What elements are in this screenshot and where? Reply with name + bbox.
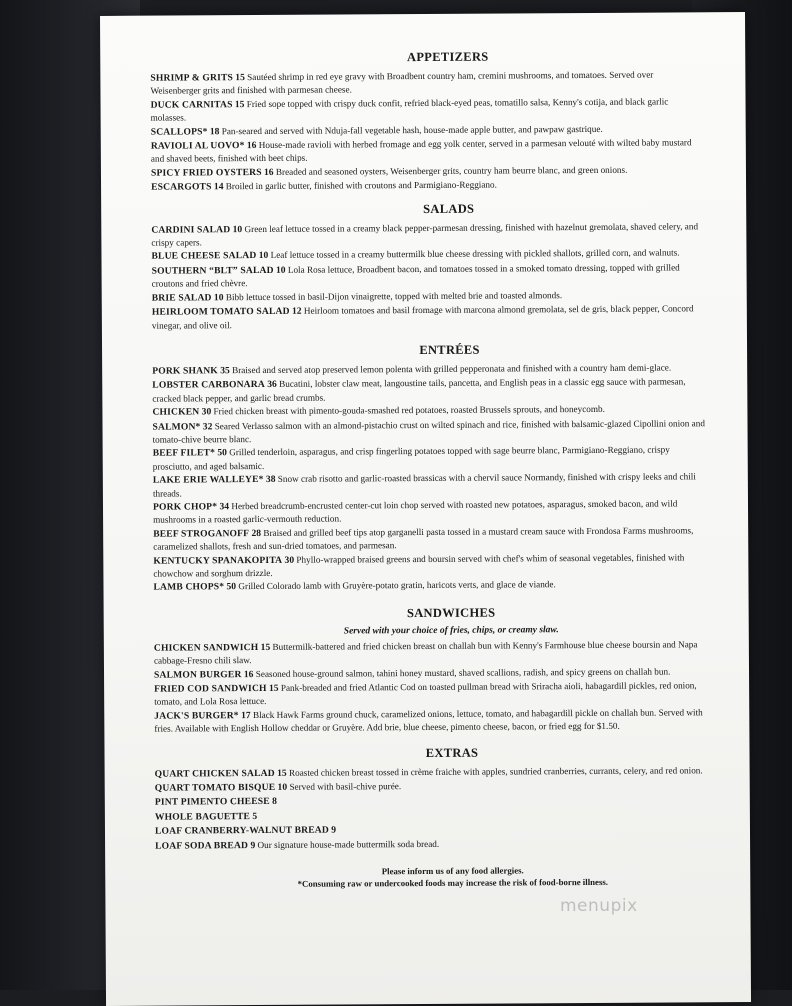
menu-item bbox=[154, 638, 709, 667]
menu-item-description: Black Hawk Farms ground chuck, caramelized onions, lettuce, tomato, and habagardill pickle on challah bun. Served with fries. Available with English Hollow cheddar or Gruyère. Add brie, blue cheese, pimento cheese, bacon, or fried egg for $1.50. bbox=[154, 707, 702, 734]
menu-item-name: SALMON* bbox=[152, 421, 200, 432]
menu-item-description: Bucatini, lobster claw meat, langoustine tails, pancetta, and English peas in a classic egg sauce with parmesan, cracked black pepper, and garlic bread crumbs. bbox=[152, 377, 685, 404]
menu-item-price: 28 bbox=[251, 528, 261, 539]
menu-content bbox=[150, 48, 710, 890]
menu-item-price: 50 bbox=[217, 448, 227, 459]
menu-item-name: BEEF FILET* bbox=[153, 448, 215, 459]
menu-item-price: 9 bbox=[331, 825, 336, 836]
menu-item-name: JACK'S BURGER* bbox=[154, 710, 239, 722]
menupix-watermark: menupix bbox=[560, 896, 638, 916]
menu-item-description: Braised and grilled beef tips atop garganelli pasta tossed in a mustard cream sauce with Frondosa Farms mushrooms, caramelized shallots, fresh and sun-dried tomatoes, and parmesan. bbox=[153, 525, 693, 552]
menu-paper bbox=[100, 12, 751, 1006]
menu-item bbox=[151, 178, 706, 195]
salads-title: SALADS bbox=[151, 200, 706, 218]
menu-item-description: Fried chicken breast with pimento-gouda-smashed red potatoes, roasted Brussels sprouts, and honeycomb. bbox=[213, 404, 604, 416]
menu-item-price: 15 bbox=[269, 683, 279, 694]
menu-item-name: LAKE ERIE WALLEYE* bbox=[153, 474, 264, 486]
menu-item bbox=[153, 524, 708, 553]
menu-item-name: SALMON BURGER bbox=[154, 669, 242, 681]
menu-item-price: 16 bbox=[264, 167, 274, 178]
menu-item-name: BRIE SALAD bbox=[152, 292, 212, 303]
appetizers-section bbox=[150, 48, 706, 194]
menu-item-description: Buttermilk-battered and fried chicken breast on challah bun with Kenny's Farmhouse blue cheese boursin and Napa cabbage-Fresno chili slaw. bbox=[154, 639, 698, 666]
menu-item-name: QUART CHICKEN SALAD bbox=[155, 768, 275, 780]
menu-item-description: Phyllo-wrapped braised greens and boursin served with chef's whim of seasonal vegetables, finished with chowchow and sorghum drizzle. bbox=[153, 552, 684, 579]
menu-item bbox=[150, 68, 705, 97]
menu-item-price: 9 bbox=[250, 840, 255, 851]
extras-section bbox=[154, 744, 710, 853]
menu-item-name: PORK SHANK bbox=[152, 365, 218, 376]
menu-item-description: Breaded and seasoned oysters, Weisenberger grits, country ham beurre blanc, and green onions. bbox=[276, 165, 628, 177]
menu-item-description: Pan-seared and served with Nduja-fall vegetable hash, house-made apple butter, and pawpaw gastrique. bbox=[222, 124, 603, 136]
salads-list bbox=[151, 220, 707, 332]
menu-item-description: Heirloom tomatoes and basil fromage with marcona almond gremolata, sel de gris, black pepper, Concord vinegar, and olive oil. bbox=[152, 303, 694, 330]
menu-item-name: PORK CHOP* bbox=[153, 501, 217, 512]
menu-item-price: 50 bbox=[226, 582, 236, 593]
menu-item-description: Broiled in garlic butter, finished with croutons and Parmigiano-Reggiano. bbox=[226, 180, 497, 192]
menu-item-price: 15 bbox=[235, 99, 245, 110]
entrees-list bbox=[152, 361, 708, 594]
menu-item-price: 30 bbox=[202, 406, 212, 417]
salads-section bbox=[151, 200, 707, 332]
menu-item-description: Lola Rosa lettuce, Broadbent bacon, and tomatoes tossed in a smoked tomato dressing, topped with grilled croutons and fried chèvre. bbox=[152, 262, 680, 289]
menu-item-description: Seasoned house-ground salmon, tahini honey mustard, shaved scallions, radish, and spicy greens on challah bun. bbox=[256, 666, 671, 679]
menu-item bbox=[153, 551, 708, 580]
menu-item-name: SOUTHERN “BLT” SALAD bbox=[152, 265, 274, 277]
menu-item-description: Our signature house-made buttermilk soda bread. bbox=[257, 839, 439, 850]
menu-item-price: 38 bbox=[266, 474, 276, 485]
menu-item-price: 10 bbox=[214, 292, 224, 303]
menu-item-price: 8 bbox=[272, 796, 277, 807]
menu-item-name: BEEF STROGANOFF bbox=[153, 528, 249, 540]
menu-item-name: ESCARGOTS bbox=[151, 182, 212, 193]
appetizers-list bbox=[150, 68, 706, 194]
menu-item-name: WHOLE BAGUETTE bbox=[155, 811, 250, 823]
menu-item-description: Roasted chicken breast tossed in crème fraiche with apples, sundried cranberries, currants, celery, and red onion. bbox=[289, 765, 703, 778]
menu-item-description: Served with basil-chive purée. bbox=[289, 781, 401, 792]
sandwiches-section bbox=[154, 604, 710, 735]
menu-item bbox=[152, 417, 707, 446]
menu-item-name: FRIED COD SANDWICH bbox=[154, 683, 267, 695]
menu-item-name: LOAF CRANBERRY-WALNUT BREAD bbox=[155, 825, 329, 837]
menu-item-description: Sautéed shrimp in red eye gravy with Broadbent country ham, cremini mushrooms, and tomatoes. Served over Weisenberger grits and finished with parmesan cheese. bbox=[150, 70, 653, 96]
menu-item-name: DUCK CARNITAS bbox=[151, 99, 233, 111]
menu-item-description: House-made ravioli with herbed fromage and egg yolk center, served in a parmesan velouté with wilted baby mustard and shaved beets, finished with beet chips. bbox=[151, 137, 692, 164]
menu-item-price: 5 bbox=[252, 811, 257, 822]
menu-item-price: 17 bbox=[241, 710, 251, 721]
menu-item-name: SPICY FRIED OYSTERS bbox=[151, 167, 262, 179]
menu-item bbox=[151, 95, 706, 124]
menu-item bbox=[151, 136, 706, 165]
menu-item bbox=[152, 376, 707, 405]
menu-item-price: 32 bbox=[203, 421, 213, 432]
menu-item-price: 15 bbox=[261, 642, 271, 653]
menu-item-price: 18 bbox=[210, 126, 220, 137]
menu-item-description: Snow crab risotto and garlic-roasted brassicas with a chervil sauce Normandy, finished with crispy leeks and chili threads. bbox=[153, 471, 696, 498]
menu-item bbox=[154, 679, 709, 708]
menu-item-name: KENTUCKY SPANAKOPITA bbox=[153, 554, 282, 566]
menu-item-name: HEIRLOOM TOMATO SALAD bbox=[152, 306, 290, 318]
menu-item-name: BLUE CHEESE SALAD bbox=[151, 250, 256, 262]
menu-item-description: Bibb lettuce tossed in basil-Dijon vinaigrette, topped with melted brie and toasted almonds. bbox=[226, 290, 562, 302]
menu-item-description: Pank-breaded and fried Atlantic Cod on toasted pullman bread with Sriracha aioli, habagardill pickles, red onion, tomato, and Lola Rosa lettuce. bbox=[154, 680, 697, 707]
menu-item bbox=[153, 497, 708, 526]
menu-item-price: 30 bbox=[284, 554, 294, 565]
menu-item-description: Herbed breadcrumb-encrusted center-cut loin chop served with roasted new potatoes, asparagus, smoked bacon, and wild mushrooms in a roasted garlic-vermouth reduction. bbox=[153, 498, 677, 525]
menu-item bbox=[155, 836, 710, 853]
menu-item-name: RAVIOLI AL UOVO* bbox=[151, 140, 245, 152]
menu-item-description: Leaf lettuce tossed in a creamy buttermilk blue cheese dressing with pickled shallots, grilled corn, and walnuts. bbox=[271, 248, 680, 260]
menu-item-price: 10 bbox=[233, 224, 243, 235]
menu-item bbox=[154, 706, 709, 735]
menu-item-description: Grilled tenderloin, asparagus, and crisp fingerling potatoes topped with sage beurre blanc, Parmigiano-Reggiano, crispy prosciutto, and aged balsamic. bbox=[153, 445, 670, 472]
menu-item-description: Grilled Colorado lamb with Gruyère-potato gratin, haricots verts, and glace de viande. bbox=[238, 580, 555, 592]
menu-item-price: 15 bbox=[277, 768, 287, 779]
appetizers-title: APPETIZERS bbox=[150, 48, 705, 66]
menu-item-price: 10 bbox=[276, 265, 286, 276]
menu-item-price: 10 bbox=[259, 250, 269, 261]
menu-item bbox=[152, 302, 707, 331]
menu-item-name: SCALLOPS* bbox=[151, 126, 208, 137]
allergy-footer bbox=[155, 863, 710, 890]
raw-food-warning: *Consuming raw or undercooked foods may increase the risk of food-borne illness. bbox=[195, 875, 710, 890]
menu-item-price: 16 bbox=[244, 669, 254, 680]
menu-item-description: Green leaf lettuce tossed in a creamy black pepper-parmesan dressing, finished with hazelnut gremolata, shaved celery, and crispy capers. bbox=[151, 221, 698, 248]
menu-item-name: QUART TOMATO BISQUE bbox=[155, 782, 276, 794]
menu-item-price: 36 bbox=[267, 379, 277, 390]
extras-title: EXTRAS bbox=[154, 744, 709, 762]
entrees-section bbox=[152, 341, 709, 594]
menu-item-name: LOBSTER CARBONARA bbox=[152, 379, 265, 391]
menu-item-price: 14 bbox=[214, 181, 224, 192]
sandwiches-subtitle: Served with your choice of fries, chips, or creamy slaw. bbox=[154, 624, 709, 637]
sandwiches-title: SANDWICHES bbox=[154, 604, 709, 622]
menu-item-description: Seared Verlasso salmon with an almond-pistachio crust on wilted spinach and rice, finished with balsamic-glazed Cipollini onion and tomato-chive beurre blanc. bbox=[153, 418, 705, 445]
sandwiches-list bbox=[154, 638, 710, 735]
menu-item-description: Braised and served atop preserved lemon polenta with grilled pepperonata and finished with a country ham demi-glace. bbox=[232, 362, 671, 375]
menu-item-price: 15 bbox=[235, 72, 245, 83]
menu-item-name: LOAF SODA BREAD bbox=[155, 840, 248, 852]
menu-item-name: SHRIMP & GRITS bbox=[150, 72, 233, 84]
menu-item-price: 16 bbox=[247, 140, 257, 151]
extras-list bbox=[155, 764, 711, 853]
menu-item bbox=[153, 470, 708, 499]
menu-item-name: CHICKEN SANDWICH bbox=[154, 642, 259, 654]
menu-item-name: CARDINI SALAD bbox=[151, 224, 230, 235]
menu-item bbox=[152, 261, 707, 290]
menu-item-name: PINT PIMENTO CHEESE bbox=[155, 796, 270, 808]
menu-item bbox=[151, 220, 706, 249]
menu-item-price: 10 bbox=[278, 782, 288, 793]
menu-item bbox=[153, 578, 708, 595]
entrees-title: ENTRÉES bbox=[152, 341, 707, 359]
menu-item-name: LAMB CHOPS* bbox=[153, 582, 224, 593]
menu-item-name: CHICKEN bbox=[152, 406, 199, 417]
allergy-notice: Please inform us of any food allergies. bbox=[195, 863, 710, 878]
menu-item bbox=[153, 444, 708, 473]
menu-item-price: 12 bbox=[292, 306, 302, 317]
menu-item-description: Fried sope topped with crispy duck confit, refried black-eyed peas, tomatillo salsa, Kenny's cotija, and black garlic molasses. bbox=[151, 96, 669, 123]
menu-item-price: 34 bbox=[219, 501, 229, 512]
menu-item-price: 35 bbox=[220, 365, 230, 376]
